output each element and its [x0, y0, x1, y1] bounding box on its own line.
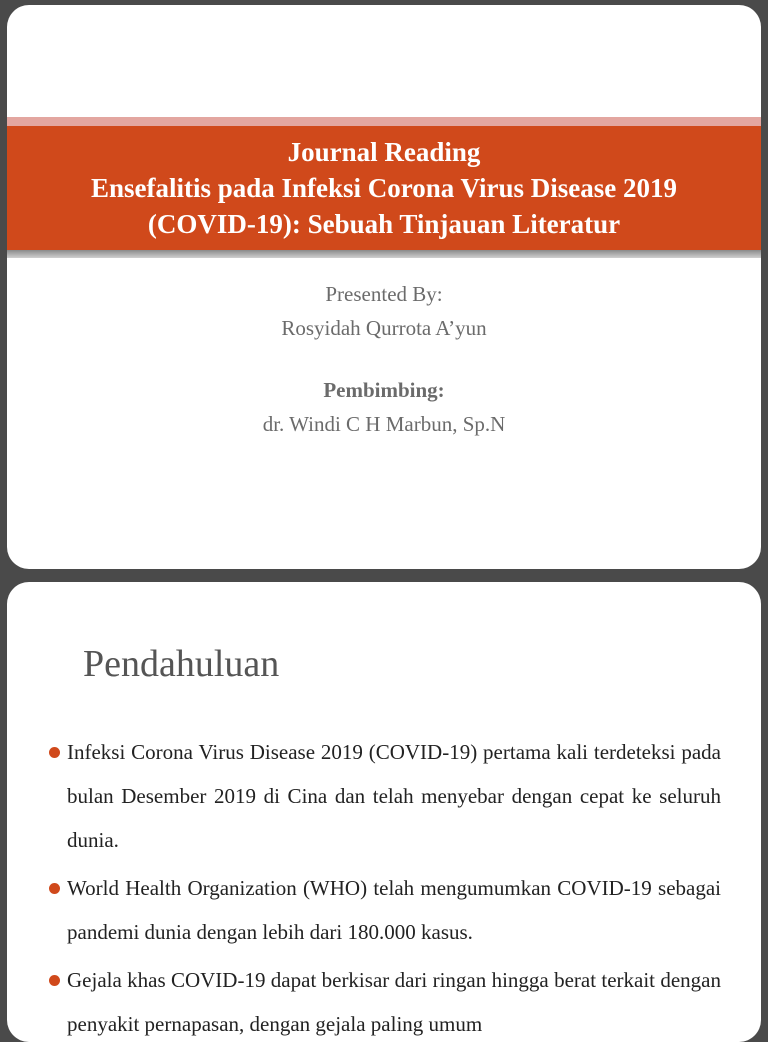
bullet-item — [49, 730, 721, 862]
bullet-item — [49, 958, 721, 1042]
bullet-list — [49, 730, 721, 1042]
presented-by-label: Presented By: — [325, 282, 443, 306]
title-slide — [7, 5, 761, 569]
shadow-stripe — [7, 250, 761, 258]
bullet-dot-icon — [49, 747, 60, 758]
bullet-dot-icon — [49, 883, 60, 894]
slide-title-line-2: Ensefalitis pada Infeksi Corona Virus Disease 2019 — [90, 173, 678, 203]
supervisor-label: Pembimbing: — [323, 378, 445, 402]
content-slide — [7, 582, 761, 1042]
presenter-block — [7, 277, 761, 441]
slide-heading: Pendahuluan — [83, 643, 280, 685]
slide-title-line-1: Journal Reading — [287, 137, 481, 167]
slide-title-line-3: (COVID-19): Sebuah Tinjauan Literatur — [147, 209, 621, 239]
title-band — [7, 126, 761, 250]
bullet-text: World Health Organization (WHO) telah mengumumkan COVID-19 sebagai pandemi dunia dengan lebih dari 180.000 kasus. — [67, 876, 721, 944]
presenter-name: Rosyidah Qurrota A’yun — [281, 316, 487, 340]
accent-stripe — [7, 117, 761, 126]
bullet-dot-icon — [49, 975, 60, 986]
bullet-item — [49, 866, 721, 954]
supervisor-name: dr. Windi C H Marbun, Sp.N — [262, 412, 506, 436]
bullet-text: Gejala khas COVID-19 dapat berkisar dari ringan hingga berat terkait dengan penyakit pernapasan, dengan gejala paling umum — [67, 968, 721, 1036]
bullet-text: Infeksi Corona Virus Disease 2019 (COVID-19) pertama kali terdeteksi pada bulan Desember 2019 di Cina dan telah menyebar dengan cepat ke seluruh dunia. — [67, 740, 721, 852]
